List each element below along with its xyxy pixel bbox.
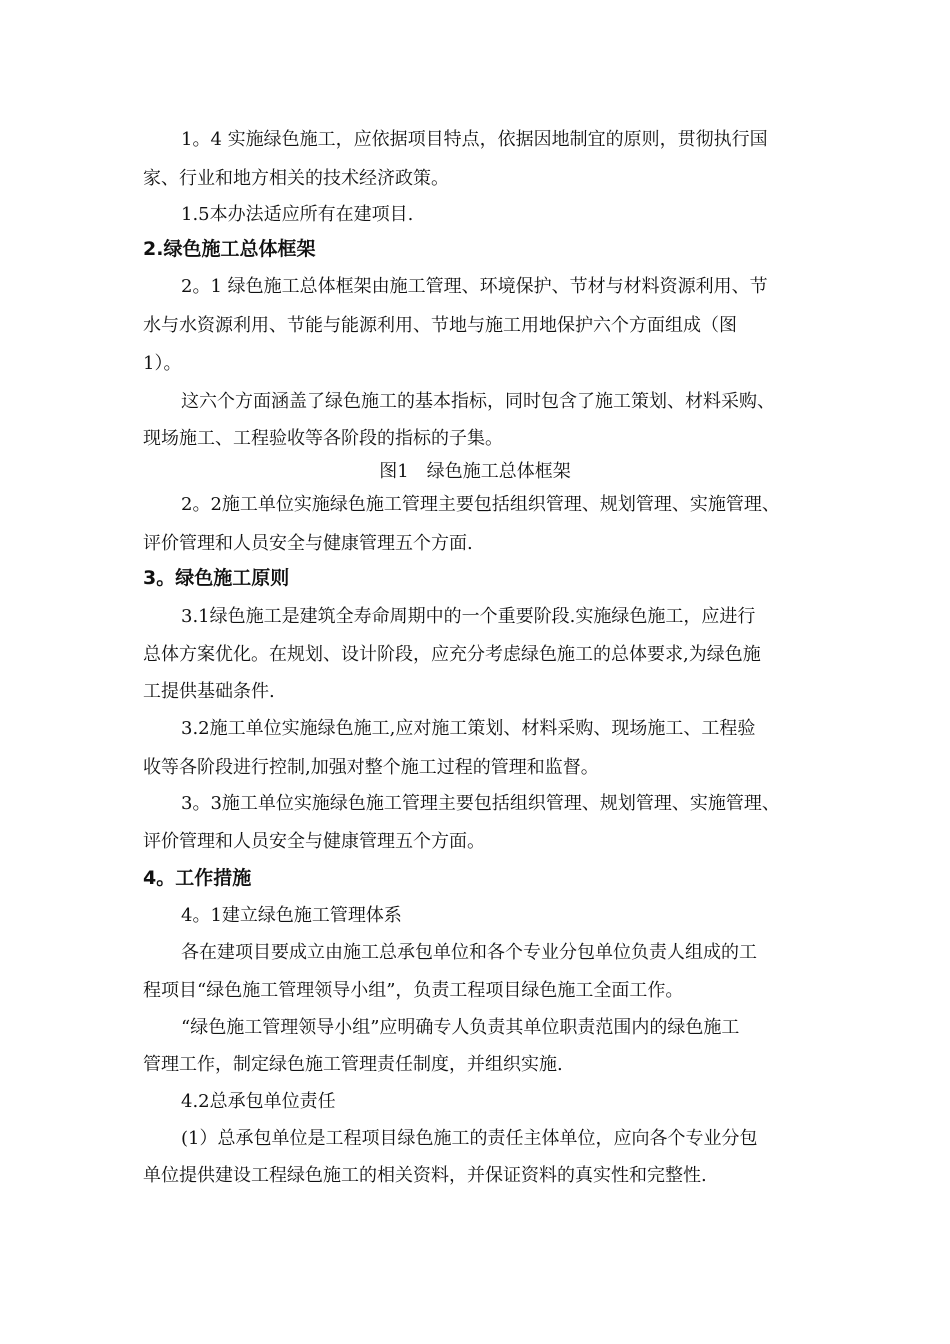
paragraph-2-1-line-1: 2。1 绿色施工总体框架由施工管理、环境保护、节材与材料资源利用、节 xyxy=(181,276,768,297)
paragraph-4-1a-line-2: 程项目“绿色施工管理领导小组”，负责工程项目绿色施工全面工作。 xyxy=(143,980,684,1001)
paragraph-4-1b-line-2: 管理工作，制定绿色施工管理责任制度，并组织实施. xyxy=(143,1054,563,1075)
paragraph-2-1-line-2: 水与水资源利用、节能与能源利用、节地与施工用地保护六个方面组成（图 xyxy=(143,315,737,336)
paragraph-1-4-line-2: 家、行业和地方相关的技术经济政策。 xyxy=(143,168,449,189)
paragraph-4-1-title: 4。1建立绿色施工管理体系 xyxy=(181,905,402,926)
paragraph-4-1a-line-1: 各在建项目要成立由施工总承包单位和各个专业分包单位负责人组成的工 xyxy=(181,942,757,963)
paragraph-3-1-line-1: 3.1绿色施工是建筑全寿命周期中的一个重要阶段.实施绿色施工，应进行 xyxy=(181,606,756,627)
paragraph-4-2a-line-1: (1）总承包单位是工程项目绿色施工的责任主体单位，应向各个专业分包 xyxy=(181,1128,758,1149)
paragraph-1-5: 1.5本办法适应所有在建项目. xyxy=(181,204,414,225)
section-heading-3: 3。绿色施工原则 xyxy=(143,567,290,589)
paragraph-3-3-line-1: 3。3施工单位实施绿色施工管理主要包括组织管理、规划管理、实施管理、 xyxy=(181,793,780,814)
paragraph-3-1-line-2: 总体方案优化。在规划、设计阶段，应充分考虑绿色施工的总体要求,为绿色施 xyxy=(143,644,761,665)
paragraph-4-2-title: 4.2总承包单位责任 xyxy=(181,1091,336,1112)
paragraph-3-1-line-3: 工提供基础条件. xyxy=(143,681,275,702)
paragraph-3-2-line-1: 3.2施工单位实施绿色施工,应对施工策划、材料采购、现场施工、工程验 xyxy=(181,718,756,739)
paragraph-4-1b-line-1: “绿色施工管理领导小组”应明确专人负责其单位职责范围内的绿色施工 xyxy=(181,1017,740,1038)
paragraph-2-2-line-1: 2。2施工单位实施绿色施工管理主要包括组织管理、规划管理、实施管理、 xyxy=(181,494,780,515)
section-heading-4: 4。工作措施 xyxy=(143,867,252,889)
paragraph-2-1-line-3: 1）。 xyxy=(143,353,182,374)
paragraph-3-2-line-2: 收等各阶段进行控制,加强对整个施工过程的管理和监督。 xyxy=(143,757,599,778)
paragraph-2-2-line-2: 评价管理和人员安全与健康管理五个方面. xyxy=(143,533,473,554)
paragraph-2-desc-line-2: 现场施工、工程验收等各阶段的指标的子集。 xyxy=(143,428,503,449)
paragraph-3-3-line-2: 评价管理和人员安全与健康管理五个方面。 xyxy=(143,831,485,852)
paragraph-4-2a-line-2: 单位提供建设工程绿色施工的相关资料，并保证资料的真实性和完整性. xyxy=(143,1165,707,1186)
section-heading-2: 2.绿色施工总体框架 xyxy=(143,238,316,260)
figure-caption: 图1 绿色施工总体框架 xyxy=(379,461,571,482)
paragraph-1-4-line-1: 1。4 实施绿色施工，应依据项目特点，依据因地制宜的原则，贯彻执行国 xyxy=(181,129,768,150)
paragraph-2-desc-line-1: 这六个方面涵盖了绿色施工的基本指标，同时包含了施工策划、材料采购、 xyxy=(181,391,775,412)
